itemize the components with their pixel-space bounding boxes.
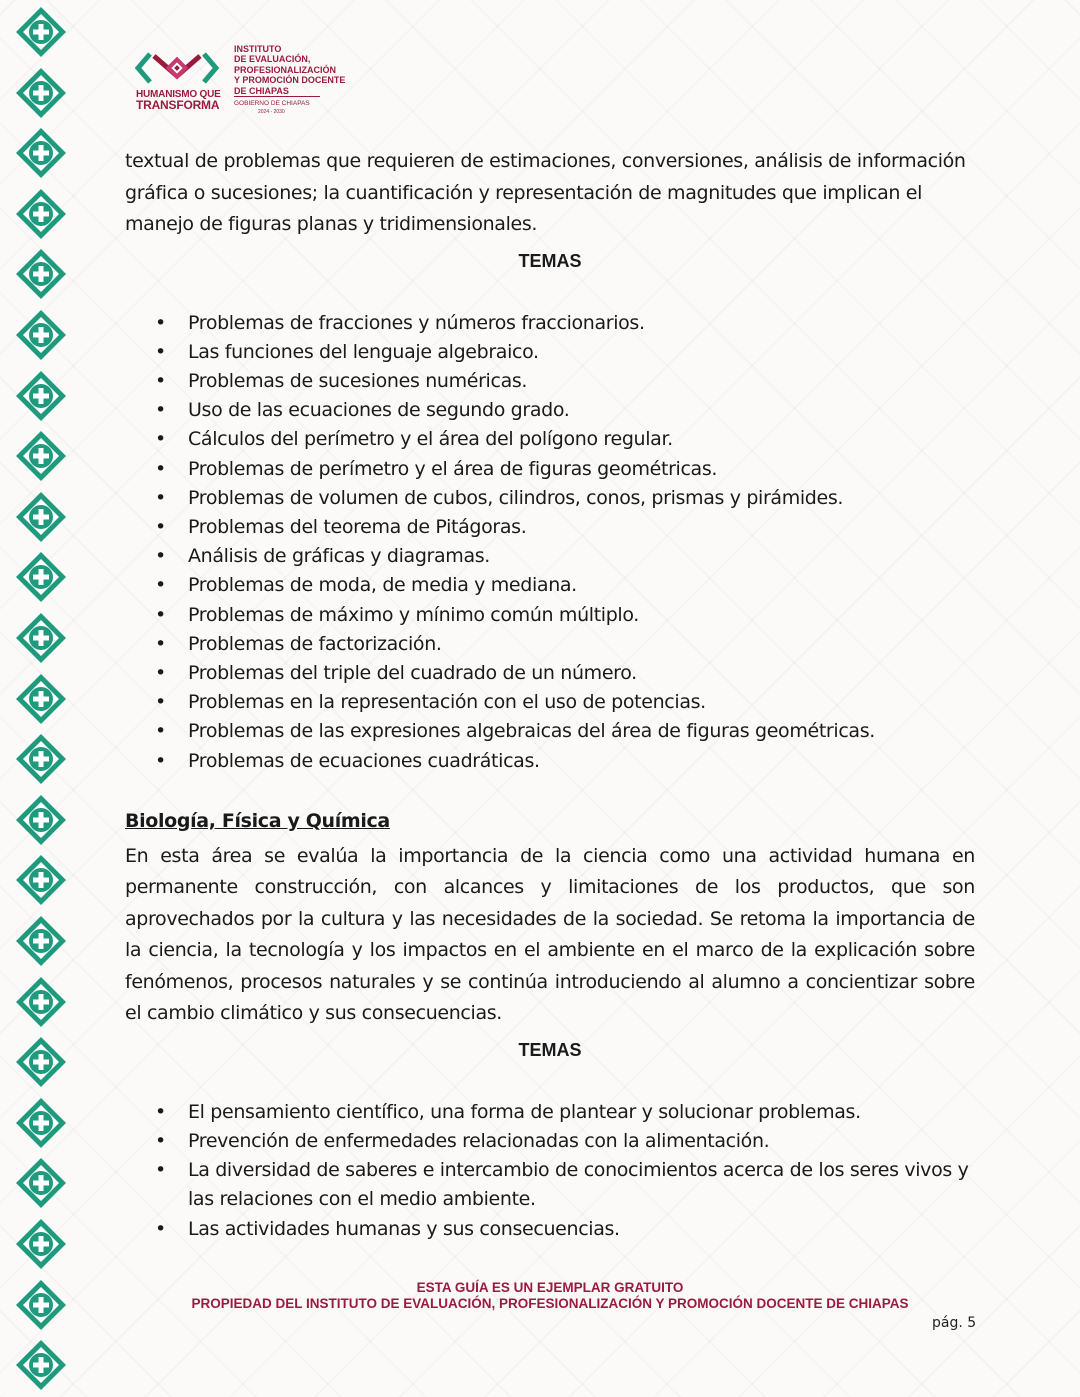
diamond-ornament-icon: [14, 611, 68, 665]
diamond-ornament-icon: [14, 1217, 68, 1271]
logo-divider: [234, 96, 320, 97]
diamond-ornament-icon: [14, 1156, 68, 1210]
list-item: • Cálculos del perímetro y el área del polígono regular.: [125, 425, 975, 454]
logo-government: GOBIERNO DE CHIAPAS 2024 - 2030: [234, 100, 310, 115]
list-item: • Problemas de ecuaciones cuadráticas.: [125, 747, 975, 776]
diamond-ornament-icon: [14, 187, 68, 241]
page-footer: [0, 1280, 1080, 1312]
list-item: • Uso de las ecuaciones de segundo grado.: [125, 396, 975, 425]
science-topics-list: [125, 1098, 975, 1244]
list-item: • Problemas de fracciones y números fraccionarios.: [125, 309, 975, 338]
list-item: • Las funciones del lenguaje algebraico.: [125, 338, 975, 367]
decorative-side-strip: [0, 0, 82, 1397]
temas-heading: TEMAS: [518, 1039, 582, 1060]
list-item: • Problemas del teorema de Pitágoras.: [125, 513, 975, 542]
math-topics-list: [125, 309, 975, 776]
diamond-ornament-icon: [14, 247, 68, 301]
list-item: • Las actividades humanas y sus consecuencias.: [125, 1215, 975, 1244]
page-content: [125, 146, 975, 1244]
diamond-ornament-icon: [14, 1096, 68, 1150]
diamond-ornament-icon: [14, 732, 68, 786]
list-item: • Problemas de perímetro y el área de figuras geométricas.: [125, 455, 975, 484]
temas-heading: TEMAS: [518, 250, 582, 271]
list-item: • Problemas de máximo y mínimo común múltiplo.: [125, 601, 975, 630]
diamond-ornament-icon: [14, 308, 68, 362]
diamond-ornament-icon: [14, 5, 68, 59]
intro-paragraph: textual de problemas que requieren de estimaciones, conversiones, análisis de información gráfica o sucesiones; la cuantificación y representación de magnitudes que implican el manejo de figuras planas y tridimensionales.: [125, 150, 966, 235]
footer-line-2: PROPIEDAD DEL INSTITUTO DE EVALUACIÓN, PROFESIONALIZACIÓN Y PROMOCIÓN DOCENTE DE CHIAPAS: [191, 1296, 909, 1311]
list-item: • Problemas de las expresiones algebraicas del área de figuras geométricas.: [125, 717, 975, 746]
logo-slogan: HUMANISMO QUE TRANSFORMA: [136, 89, 221, 112]
list-item: • El pensamiento científico, una forma de plantear y solucionar problemas.: [125, 1098, 975, 1127]
diamond-ornament-icon: [14, 429, 68, 483]
diamond-ornament-icon: [14, 853, 68, 907]
list-item: • Análisis de gráficas y diagramas.: [125, 542, 975, 571]
list-item: • Problemas de volumen de cubos, cilindros, conos, prismas y pirámides.: [125, 484, 975, 513]
list-item: • Prevención de enfermedades relacionadas con la alimentación.: [125, 1127, 975, 1156]
science-paragraph: En esta área se evalúa la importancia de la ciencia como una actividad humana en permanente construcción, con alcances y limitaciones de los productos, que son aprovechados por la cultura y las necesidades de la sociedad. Se retoma la importancia de la ciencia, la tecnología y los impactos en el ambiente en el marco de la explicación sobre fenómenos, procesos naturales y se continúa introduciendo al alumno a concientizar sobre el cambio climático y sus consecuencias.: [125, 844, 975, 1025]
diamond-ornament-icon: [14, 126, 68, 180]
logo-mark-icon: [134, 46, 220, 90]
diamond-ornament-icon: [14, 550, 68, 604]
list-item: • La diversidad de saberes e intercambio de conocimientos acerca de los seres vivos y las relaciones con el medio ambiente.: [125, 1156, 975, 1214]
list-item: • Problemas de moda, de media y mediana.: [125, 571, 975, 600]
diamond-ornament-icon: [14, 369, 68, 423]
science-section-heading: Biología, Física y Química: [125, 809, 390, 832]
footer-line-1: ESTA GUÍA ES UN EJEMPLAR GRATUITO: [416, 1280, 684, 1295]
page-number: pág. 5: [932, 1315, 977, 1331]
list-item: • Problemas de factorización.: [125, 630, 975, 659]
list-item: • Problemas de sucesiones numéricas.: [125, 367, 975, 396]
diamond-ornament-icon: [14, 66, 68, 120]
diamond-ornament-icon: [14, 1338, 68, 1392]
list-item: • Problemas en la representación con el uso de potencias.: [125, 688, 975, 717]
list-item: • Problemas del triple del cuadrado de un número.: [125, 659, 975, 688]
diamond-ornament-icon: [14, 914, 68, 968]
diamond-ornament-icon: [14, 793, 68, 847]
logo-institute-name: INSTITUTO DE EVALUACIÓN, PROFESIONALIZACIÓN Y PROMOCIÓN DOCENTE DE CHIAPAS: [234, 44, 346, 96]
diamond-ornament-icon: [14, 975, 68, 1029]
diamond-ornament-icon: [14, 1035, 68, 1089]
diamond-ornament-icon: [14, 490, 68, 544]
diamond-ornament-icon: [14, 672, 68, 726]
institute-logo: [134, 44, 364, 120]
